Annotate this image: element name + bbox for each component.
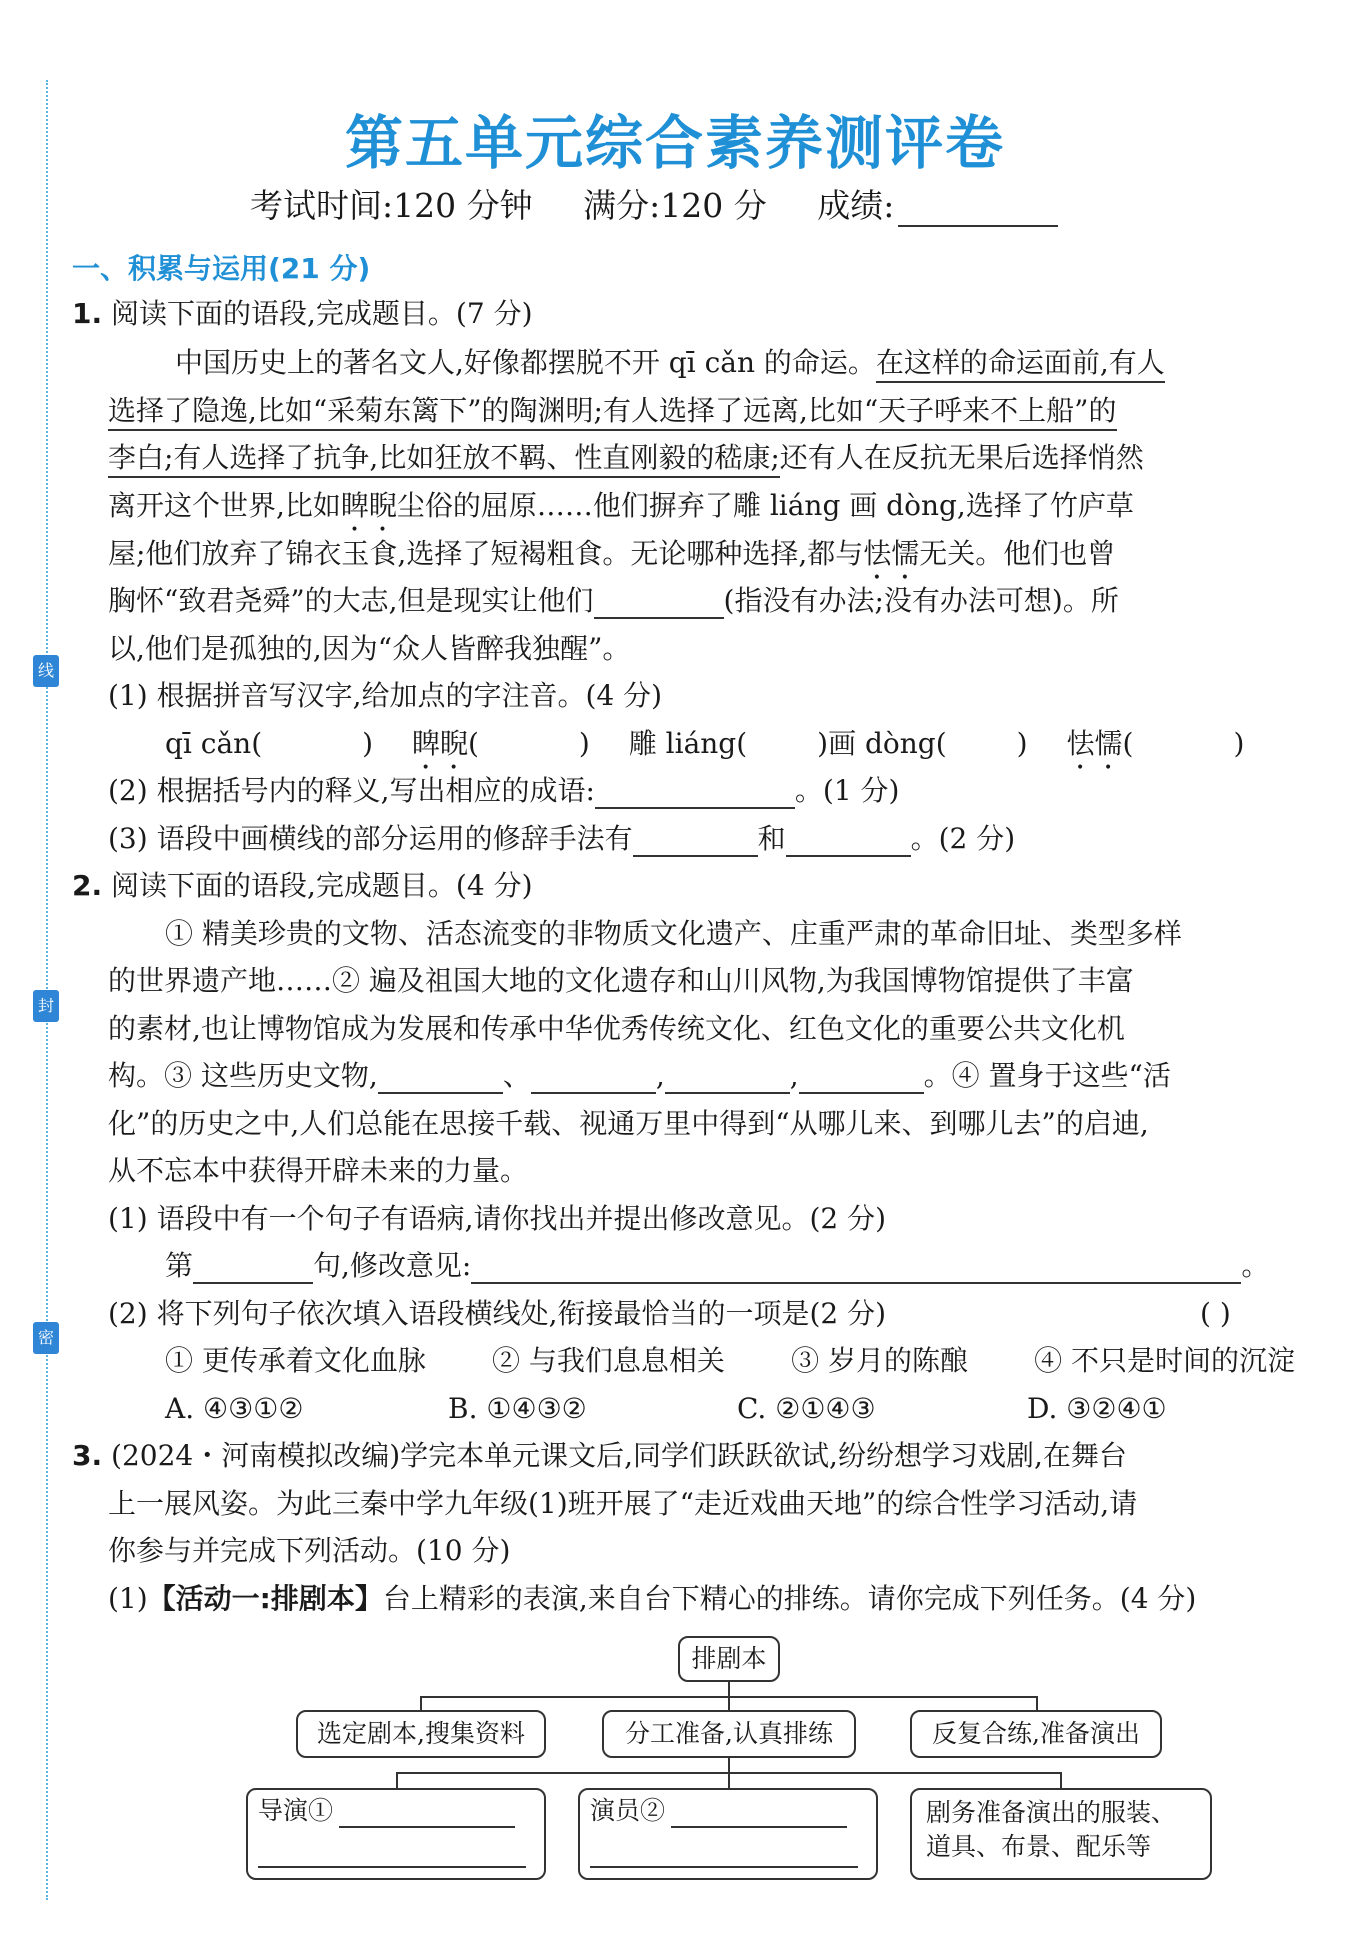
q3-sub1 xyxy=(108,1581,1196,1617)
q2-sub1-answer xyxy=(165,1248,1269,1284)
q1-stem-text: 阅读下面的语段,完成题目。(7 分) xyxy=(111,297,533,330)
q2-blank-3[interactable] xyxy=(665,1064,790,1094)
diagram-box-division: 分工准备,认真排练 xyxy=(602,1710,856,1758)
q2-option-c[interactable]: C. ②①④③ xyxy=(737,1392,876,1425)
diagram-box-stage-crew xyxy=(910,1788,1212,1880)
page-title: 第五单元综合素养测评卷 xyxy=(344,109,1005,177)
diagram-connector xyxy=(728,1682,730,1696)
diagram-box-director xyxy=(246,1788,546,1880)
q2-option-a[interactable]: A. ④③①② xyxy=(165,1392,304,1425)
q1-sub3-blank1[interactable] xyxy=(633,827,758,857)
q2-answer-paren[interactable]: ( ) xyxy=(1200,1297,1231,1330)
grade-label: 成绩: xyxy=(817,186,895,225)
director-label: 导演① xyxy=(258,1796,334,1825)
q3-sub1-num: (1) xyxy=(108,1582,148,1615)
q2-para-line-4 xyxy=(108,1058,1171,1094)
q2-item-3: ③ 岁月的陈酿 xyxy=(791,1344,968,1377)
q2-option-d[interactable]: D. ③②④① xyxy=(1027,1392,1167,1425)
q1-p4a: 离开这个世界,比如 xyxy=(108,489,341,522)
q2-sub1-period: 。 xyxy=(1241,1249,1270,1282)
q1-item-paren-open: ( xyxy=(467,727,479,760)
actor-blank-2[interactable] xyxy=(590,1844,858,1868)
q1-sub3 xyxy=(108,821,1015,857)
q1-p1a: 中国历史上的著名文人,好像都摆脱不开 qī cǎn 的命运。 xyxy=(175,346,876,379)
q2-sep-2: , xyxy=(655,1059,665,1092)
q1-para-line-1 xyxy=(175,345,1165,381)
q2-item-1: ① 更传承着文化血脉 xyxy=(165,1344,426,1377)
full-score: 满分:120 分 xyxy=(583,186,767,225)
q1-item-paren-close4: ) xyxy=(1233,727,1245,760)
diagram-box-rehearse: 反复合练,准备演出 xyxy=(910,1710,1162,1758)
q1-idiom-blank[interactable] xyxy=(594,589,724,619)
q1-p5b: 无关。他们也曾 xyxy=(919,537,1116,570)
margin-tag-feng: 封 xyxy=(33,990,59,1022)
q1-p2-underlined: 选择了隐逸,比如“采菊东篱下”的陶渊明;有人选择了远离,比如“天子呼来不上船”的 xyxy=(108,394,1117,431)
actor-label: 演员② xyxy=(590,1796,666,1825)
q1-para-line-4 xyxy=(108,488,1134,538)
diagram-connector xyxy=(728,1696,730,1710)
q2-sep-3: , xyxy=(789,1059,799,1092)
diagram-root-box: 排剧本 xyxy=(678,1636,780,1682)
q1-item-qienuo: 怯懦 xyxy=(1066,727,1123,760)
q2-para-line-1: ① 精美珍贵的文物、活态流变的非物质文化遗产、庄重严肃的革命旧址、类型多样 xyxy=(165,917,1182,950)
diagram-connector xyxy=(420,1696,422,1710)
q1-p6a: 胸怀“致君尧舜”的大志,但是现实让他们 xyxy=(108,584,594,617)
q1-p3a-underlined: 李白;有人选择了抗争,比如狂放不羁、性直刚毅的嵇康; xyxy=(108,441,780,478)
stage-crew-line-2: 道具、布景、配乐等 xyxy=(926,1832,1152,1861)
q1-para-line-7: 以,他们是孤独的,因为“众人皆醉我独醒”。 xyxy=(108,632,631,665)
q2-para-line-6: 从不忘本中获得开辟未来的力量。 xyxy=(108,1154,529,1187)
diagram-box-actor xyxy=(578,1788,878,1880)
q2-revise-blank[interactable] xyxy=(471,1254,1241,1284)
q2-p4a: 构。③ 这些历史文物, xyxy=(108,1059,378,1092)
exam-time: 考试时间:120 分钟 xyxy=(250,186,533,225)
q1-dotted-qienuo: 怯懦 xyxy=(863,537,920,570)
director-blank-2[interactable] xyxy=(258,1844,526,1868)
q1-number: 1. xyxy=(72,297,103,330)
q3-line-3: 你参与并完成下列活动。(10 分) xyxy=(108,1534,511,1567)
q1-dotted-pini: 睥睨 xyxy=(340,489,397,522)
q2-item-4: ④ 不只是时间的沉淀 xyxy=(1034,1344,1295,1377)
q1-sub1: (1) 根据拼音写汉字,给加点的字注音。(4 分) xyxy=(108,679,663,712)
diagram-connector xyxy=(396,1772,398,1788)
q3-line-1 xyxy=(72,1438,1127,1474)
q1-para-line-3 xyxy=(108,440,1144,476)
q2-para-line-5: 化”的历史之中,人们总能在思接千载、视通万里中得到“从哪儿来、到哪儿去”的启迪, xyxy=(108,1107,1149,1140)
q1-p4b: 尘俗的屈原……他们摒弃了雕 liáng 画 dòng,选择了竹庐草 xyxy=(396,489,1134,522)
exam-meta xyxy=(250,180,1058,227)
q1-sub3-blank2[interactable] xyxy=(786,827,911,857)
q1-p3b: 还有人在反抗无果后选择悄然 xyxy=(779,441,1144,474)
diagram-connector xyxy=(1060,1772,1062,1788)
q2-sub1-di: 第 xyxy=(165,1249,194,1282)
q2-stem-text: 阅读下面的语段,完成题目。(4 分) xyxy=(111,869,533,902)
q1-sub3-text: (3) 语段中画横线的部分运用的修辞手法有 xyxy=(108,822,633,855)
q1-sub2 xyxy=(108,773,899,809)
q2-sep-1: 、 xyxy=(502,1059,531,1092)
q2-blank-1[interactable] xyxy=(378,1064,503,1094)
q2-para-line-3: 的素材,也让博物馆成为发展和传承中华优秀传统文化、红色文化的重要公共文化机 xyxy=(108,1012,1125,1045)
q1-item-liang: 雕 liáng( xyxy=(628,727,748,760)
q1-item-qican: qī cǎn( xyxy=(165,727,263,760)
q1-item-paren-close3: ) xyxy=(1016,727,1028,760)
diagram-connector xyxy=(728,1758,730,1772)
q3-sub1-text: 台上精彩的表演,来自台下精心的排练。请你完成下列任务。(4 分) xyxy=(382,1582,1197,1615)
q1-p5a: 屋;他们放弃了锦衣玉食,选择了短褐粗食。无论哪种选择,都与 xyxy=(108,537,864,570)
grade-blank[interactable] xyxy=(898,195,1058,227)
q2-stem xyxy=(72,868,533,904)
stage-crew-line-1: 剧务准备演出的服装、 xyxy=(926,1798,1177,1827)
q1-sub2-score: 。(1 分) xyxy=(794,774,900,807)
q3-number: 3. xyxy=(72,1439,103,1472)
q2-item-2: ② 与我们息息相关 xyxy=(492,1344,725,1377)
q1-sub1-items xyxy=(165,726,1244,776)
q3-line-2: 上一展风姿。为此三秦中学九年级(1)班开展了“走近戏曲天地”的综合性学习活动,请 xyxy=(108,1487,1138,1520)
q1-item-paren-close: ) xyxy=(362,727,374,760)
q1-p6b: (指没有办法;没有办法可想)。所 xyxy=(723,584,1119,617)
q2-sentence-number-blank[interactable] xyxy=(193,1254,313,1284)
q2-para-line-2: 的世界遗产地……② 遍及祖国大地的文化遗存和山川风物,为我国博物馆提供了丰富 xyxy=(108,964,1134,997)
q1-item-dong: )画 dòng( xyxy=(817,727,947,760)
q2-sub2: (2) 将下列句子依次填入语段横线处,衔接最恰当的一项是(2 分) xyxy=(108,1297,887,1330)
q1-p1b-underlined: 在这样的命运面前,有人 xyxy=(876,346,1165,383)
q1-stem xyxy=(72,296,533,332)
q1-sub3-and: 和 xyxy=(757,822,786,855)
diagram-box-select-script: 选定剧本,搜集资料 xyxy=(296,1710,546,1758)
margin-tag-xian: 线 xyxy=(33,655,59,687)
q2-items-row xyxy=(165,1343,1295,1379)
q2-blank-4[interactable] xyxy=(799,1064,924,1094)
q3-activity-tag: 【活动一:排剧本】 xyxy=(147,1582,383,1615)
q3-l1: (2024・河南模拟改编)学完本单元课文后,同学们跃跃欲试,纷纷想学习戏剧,在舞台 xyxy=(111,1439,1127,1472)
q1-para-line-6 xyxy=(108,583,1119,619)
q1-para-line-5 xyxy=(108,536,1115,586)
director-blank-1[interactable] xyxy=(339,1804,515,1828)
q1-item-pini: 睥睨 xyxy=(411,727,468,760)
diagram-connector xyxy=(728,1772,730,1788)
q2-p4b: 。④ 置身于这些“活 xyxy=(923,1059,1171,1092)
q1-para-line-2 xyxy=(108,393,1117,429)
q2-sub1-revise-label: 句,修改意见: xyxy=(313,1249,472,1282)
actor-blank-1[interactable] xyxy=(671,1804,847,1828)
q2-number: 2. xyxy=(72,869,103,902)
q1-item-paren-open2: ( xyxy=(1122,727,1134,760)
diagram-connector xyxy=(1036,1696,1038,1710)
q2-option-b[interactable]: B. ①④③② xyxy=(448,1392,587,1425)
q1-sub2-blank[interactable] xyxy=(595,779,795,809)
q1-item-paren-close2: ) xyxy=(578,727,590,760)
q2-sub1: (1) 语段中有一个句子有语病,请你找出并提出修改意见。(2 分) xyxy=(108,1202,887,1235)
margin-tag-mi: 密 xyxy=(33,1322,59,1354)
section-heading-1: 一、积累与运用(21 分) xyxy=(72,252,371,285)
q1-sub3-score: 。(2 分) xyxy=(910,822,1016,855)
q1-sub2-text: (2) 根据括号内的释义,写出相应的成语: xyxy=(108,774,595,807)
q2-blank-2[interactable] xyxy=(531,1064,656,1094)
